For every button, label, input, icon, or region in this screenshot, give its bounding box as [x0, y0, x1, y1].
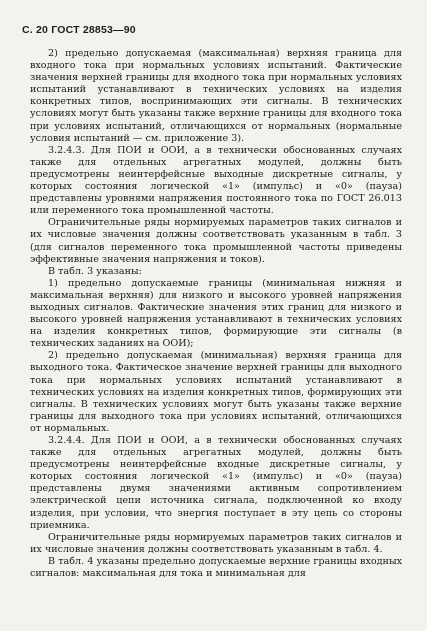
paragraph: 3.2.4.3. Для ПОИ и ООИ, а в технически обоснованных случаях также для отдельных агрегатных модулей, должны быть предусмотрены неинтерфейсные выходные дискретные сигналы, у которых состояния логической «1» (импульс) и «0» (пауза) представлены уровнями напряжения постоянного тока по ГОСТ 26.013 или переменного тока промышленной частоты.: [30, 144, 402, 217]
document-body: [30, 48, 402, 580]
paragraph: Ограничительные ряды нормируемых параметров таких сигналов и их числовые значения должны соответствовать указанным в табл. 3 (для сигналов переменного тока промышленной частоты приведены эффективные значения напряжения и токов).: [30, 217, 402, 265]
page-header: С. 20 ГОСТ 28853—90: [22, 24, 136, 36]
paragraph: Ограничительные ряды нормируемых параметров таких сигналов и их числовые значения должны соответствовать указанным в табл. 4.: [30, 531, 402, 555]
paragraph: 1) предельно допускаемые границы (минимальная нижняя и максимальная верхняя) для низкого и высокого уровней напряжения выходных сигналов. Фактические значения этих границ для низкого и высокого уровней напряжения устанавливают в технических условиях на изделия конкретных типов, формирующие эти сигналы (в технических заданиях на ООИ);: [30, 277, 402, 350]
paragraph: В табл. 3 указаны:: [48, 265, 142, 277]
paragraph: В табл. 4 указаны предельно допускаемые верхние границы входных сигналов: максимальная для тока и минимальная для: [30, 555, 402, 580]
paragraph: 2) предельно допускаемая (минимальная) верхняя граница для выходного тока. Фактическое значение верхней границы для выходного тока при нормальных условиях испытаний устанавливают в технических условиях на изделия конкретных типов, формирующих эти сигналы. В технических условиях могут быть указаны также верхние границы для выходного тока при условиях испытаний, отличающихся от нормальных.: [30, 350, 402, 434]
paragraph: 3.2.4.4. Для ПОИ и ООИ, а в технически обоснованных случаях также для отдельных агрегатных модулей, должны быть предусмотрены неинтерфейсные входные дискретные сигналы, у которых состояния логической «1» (импульс) и «0» (пауза) представлены двумя значениями активным сопротивлением электрической цепи источника сигнала, подключенной ко входу изделия, при условии, что энергия поступает в эту цепь со стороны приемника.: [30, 435, 402, 531]
paragraph: 2) предельно допускаемая (максимальная) верхняя граница для входного тока при нормальных условиях испытаний. Фактические значения верхней границы для входного тока при нормальных условиях испытаний устанавливают в технических условиях на изделия конкретных типов, воспринимающих эти сигналы. В технических условиях могут быть указаны также верхние границы для входного тока при условиях испытаний, отличающихся от нормальных (нормальные условия испытаний — см. приложение 3).: [30, 48, 402, 144]
